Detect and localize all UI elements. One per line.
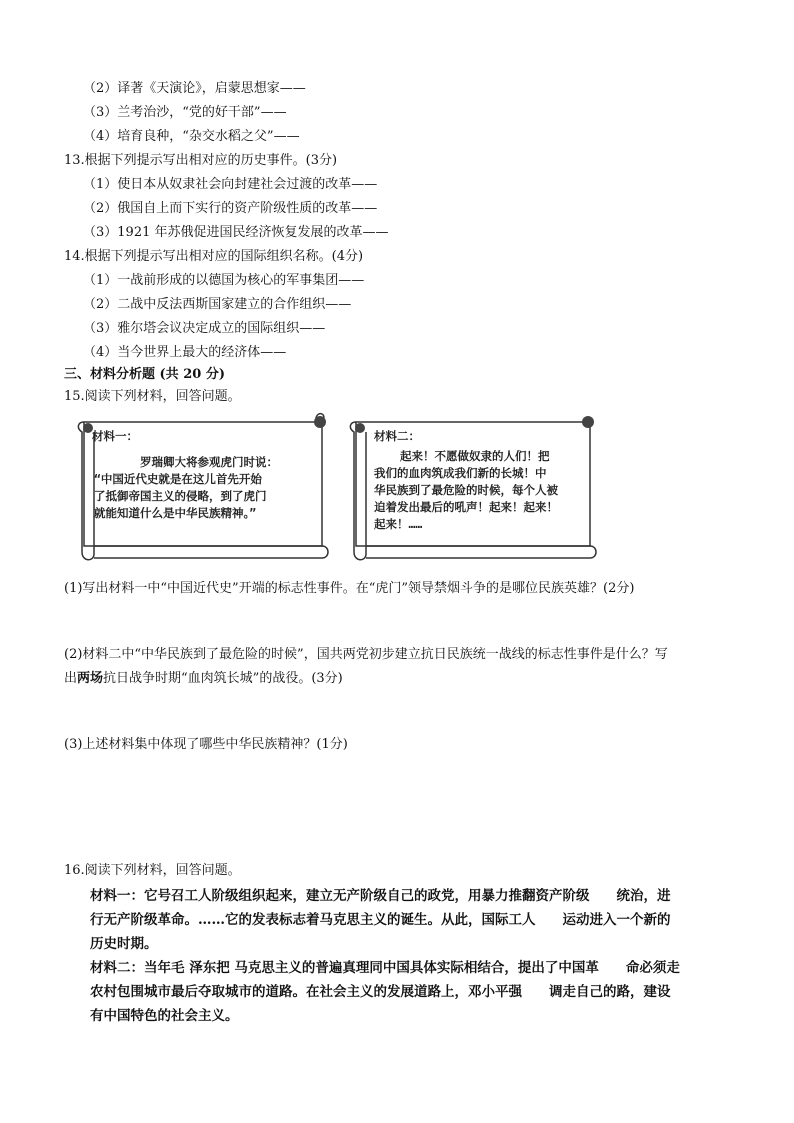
material-2-line-2: 我们的血肉筑成我们新的长城！中 [374, 466, 547, 480]
q15-sub-2-bold: 两场 [77, 671, 104, 686]
material-1-scroll [72, 412, 334, 564]
q15-sub-1: (1)写出材料一中“中国近代史”开端的标志性事件。在“虎门”领导禁烟斗争的是哪位民族英雄？(2分) [64, 581, 635, 596]
q16-material-1-line-1: 材料一：它号召工人阶级组织起来，建立无产阶级自己的政党，用暴力推翻资产阶级 统治，进 [90, 888, 671, 904]
q16-material-2-line-1: 材料二：当年毛 泽东把 马克思主义的普遍真理同中国具体实际相结合，提出了中国革 命必须走 [90, 960, 680, 976]
q15-sub-2-line-2 [64, 670, 343, 688]
q16-material-1-line-2: 行无产阶级革命。……它的发表标志着马克思主义的诞生。从此，国际工人 运动进入一个新的 [90, 912, 671, 928]
q14-item-1: （1）一战前形成的以德国为核心的军事集团—— [83, 273, 365, 288]
material-2-scroll [344, 412, 600, 564]
q15-sub-2-line-1: (2)材料二中“中华民族到了最危险的时候”，国共两党初步建立抗日民族统一战线的标志性事件是什么？写 [64, 647, 668, 662]
material-1-line-3: 了抵御帝国主义的侵略，到了虎门 [94, 489, 267, 503]
q14-title: 14.根据下列提示写出相对应的国际组织名称。(4分) [64, 249, 364, 264]
q16-material-2-line-2: 农村包围城市最后夺取城市的道路。在社会主义的发展道路上，邓小平强 调走自己的路，建设 [90, 984, 671, 1000]
q13-title: 13.根据下列提示写出相对应的历史事件。(3分) [64, 153, 338, 168]
q15-title: 15.阅读下列材料，回答问题。 [64, 389, 241, 404]
q12-item-2: （2）译著《天演论》，启蒙思想家—— [83, 81, 306, 96]
q12-item-4: （4）培育良种，“杂交水稻之父”—— [83, 129, 300, 144]
q15-sub-2-pre: 出 [64, 671, 78, 686]
material-2-label: 材料二： [374, 429, 420, 443]
q14-item-2: （2）二战中反法西斯国家建立的合作组织—— [83, 297, 352, 312]
material-2-line-1: 起来！不愿做奴隶的人们！把 [400, 449, 550, 463]
q16-title: 16.阅读下列材料，回答问题。 [64, 863, 241, 878]
q16-material-2-line-3: 有中国特色的社会主义。 [90, 1008, 239, 1024]
material-2-line-5: 起来！…… [374, 517, 423, 531]
q13-item-2: （2）俄国自上而下实行的资产阶级性质的改革—— [83, 201, 378, 216]
q12-item-3: （3）兰考治沙，“党的好干部”—— [83, 105, 287, 120]
material-1-line-1: 罗瑞卿大将参观虎门时说： [140, 455, 278, 469]
q13-item-1: （1）使日本从奴隶社会向封建社会过渡的改革—— [83, 177, 378, 192]
q14-item-4: （4）当今世界上最大的经济体—— [83, 345, 287, 360]
material-1-label: 材料一： [92, 429, 138, 443]
q13-item-3: （3）1921 年苏俄促进国民经济恢复发展的改革—— [83, 225, 389, 240]
q14-item-3: （3）雅尔塔会议决定成立的国际组织—— [83, 321, 326, 336]
material-2-line-4: 迫着发出最后的吼声！起来！起来！ [374, 500, 558, 514]
material-1-line-2: “中国近代史就是在这儿首先开始 [94, 472, 262, 486]
section-3-title: 三、材料分析题 (共 20 分) [64, 367, 225, 382]
material-2-line-3: 华民族到了最危险的时候，每个人被 [374, 483, 558, 497]
material-1-line-4: 就能知道什么是中华民族精神。” [94, 506, 257, 520]
q15-sub-2-post: 抗日战争时期“血肉筑长城”的战役。(3分) [103, 671, 343, 686]
q16-material-1-line-3: 历史时期。 [90, 936, 158, 952]
q15-sub-3: (3)上述材料集中体现了哪些中华民族精神？(1分) [64, 737, 348, 752]
